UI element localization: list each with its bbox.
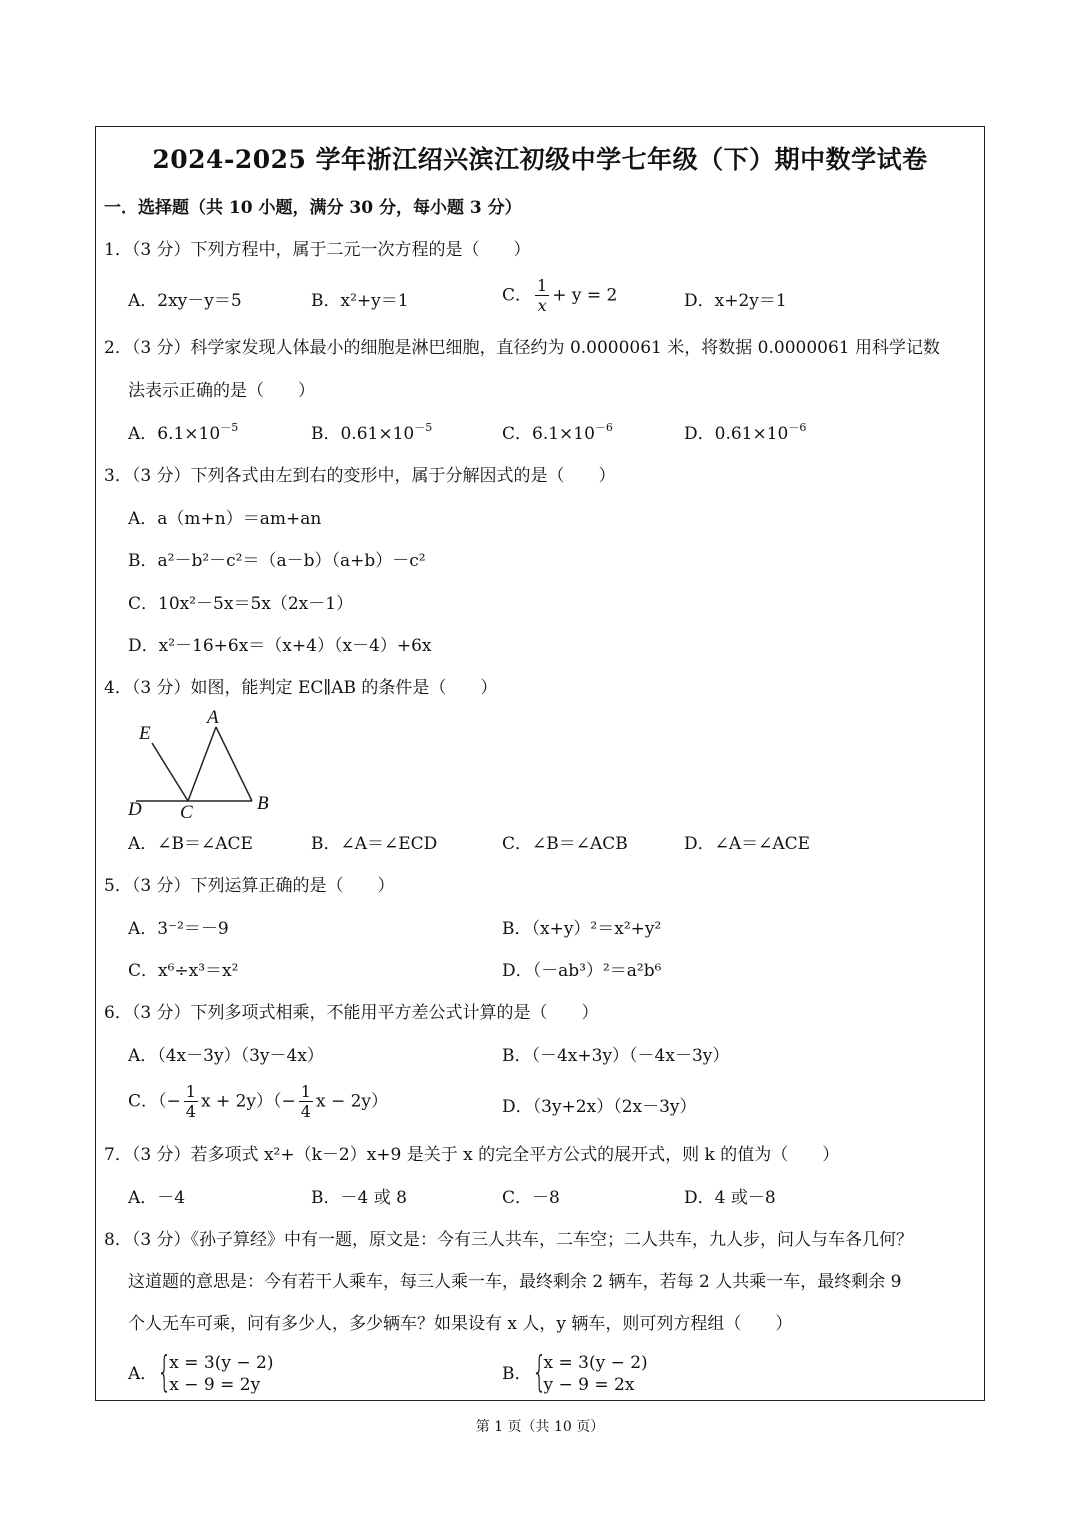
q8-a-row2: x − 9 = 2y [169,1375,261,1395]
q2-d-base: D．0.61×10 [684,424,789,444]
q2-option-c [502,422,613,446]
page-footer: 第 1 页（共 10 页） [475,1419,605,1435]
q4-option-b: B．∠A＝∠ECD [311,834,438,854]
q7-option-b: B．－4 或 8 [311,1188,407,1208]
q8-b-row1: x = 3(y − 2) [543,1353,648,1373]
line-ec [152,743,188,801]
brace-icon: { [157,1347,172,1396]
exam-title: 2024-2025 学年浙江绍兴滨江初级中学七年级（下）期中数学试卷 [152,145,928,174]
q4-option-a: A．∠B＝∠ACE [128,834,253,854]
q8-option-a [128,1347,274,1398]
q3-option-c: C．10x²－5x＝5x（2x－1） [128,594,354,614]
q6-c-den-1: 4 [185,1102,196,1121]
q2-b-exp: －5 [414,421,433,434]
q1-c-rest: + y = 2 [552,285,618,306]
point-label-b: B [257,793,269,814]
q1-c-label: C． [502,285,533,306]
q6-option-d: D．（3y+2x）（2x－3y） [502,1097,697,1117]
point-label-a: A [207,707,219,728]
q6-c-num-1: 1 [185,1082,196,1101]
q1-option-c [502,276,617,326]
q2-option-b [311,422,432,446]
q1-c-num: 1 [537,276,548,295]
q2-option-d [684,422,806,446]
q6-c-part1: x + 2y）（− [200,1091,296,1112]
q5-option-b: B．（x+y）²＝x²+y² [502,919,662,939]
q6-c-fraction-1 [184,1082,198,1121]
q6-c-minus: − [166,1091,181,1112]
q3-option-a: A．a（m+n）＝am+an [128,509,322,529]
q4-stem: 4．（3 分）如图，能判定 EC∥AB 的条件是（ ） [104,678,498,698]
q8-a-row1: x = 3(y − 2) [169,1353,274,1373]
q7-stem: 7．（3 分）若多项式 x²+（k－2）x+9 是关于 x 的完全平方公式的展开式，则 k 的值为（ ） [104,1145,840,1165]
q5-option-d: D．（－ab³）²＝a²b⁶ [502,961,662,981]
q7-option-a: A．－4 [128,1188,186,1208]
section-heading: 一．选择题（共 10 小题，满分 30 分，每小题 3 分） [104,198,522,218]
q1-c-fraction [535,276,549,315]
q7-option-c: C．－8 [502,1188,560,1208]
q8-b-label: B． [502,1364,532,1384]
q2-stem-line2: 法表示正确的是（ ） [128,381,315,401]
q4-figure [128,707,278,827]
q4-option-c: C．∠B＝∠ACB [502,834,628,854]
q2-stem-line1: 2．（3 分）科学家发现人体最小的细胞是淋巴细胞，直径约为 0.0000061 米，将数据 0.0000061 用科学记数 [104,338,941,358]
q2-c-base: C．6.1×10 [502,424,595,444]
brace-icon: { [531,1347,547,1396]
q1-stem: 1．（3 分）下列方程中，属于二元一次方程的是（ ） [104,240,531,260]
q8-b-row2: y − 9 = 2x [543,1375,635,1395]
q5-stem: 5．（3 分）下列运算正确的是（ ） [104,876,395,896]
q8-a-system [157,1347,274,1396]
q1-option-b: B．x²+y＝1 [311,291,409,311]
q1-option-d: D．x+2y＝1 [684,291,787,311]
q6-c-part2: x − 2y） [315,1091,389,1112]
q6-c-den-2: 4 [300,1102,311,1121]
q8-stem-line2: 这道题的意思是：今有若干人乘车，每三人乘一车，最终剩余 2 辆车，若每 2 人共乘一车，最终剩余 9 [128,1272,902,1292]
q7-option-d: D．4 或－8 [684,1188,776,1208]
point-label-c: C [180,802,193,823]
q6-c-fraction-2 [299,1082,313,1121]
line-ca [188,727,216,801]
q3-option-d: D．x²－16+6x＝（x+4）（x－4）+6x [128,636,432,656]
q2-b-base: B．0.61×10 [311,424,415,444]
q6-c-label: C．（ [128,1091,167,1112]
q6-option-b: B．（－4x+3y）（－4x－3y） [502,1046,730,1066]
q8-stem-line1: 8．（3 分）《孙子算经》中有一题，原文是：今有三人共车，二车空；二人共车，九人步，问人与车各几何？ [104,1230,914,1250]
q8-option-b [502,1347,648,1398]
q6-option-a: A．（4x－3y）（3y－4x） [128,1046,324,1066]
q5-option-a: A．3⁻²＝－9 [128,919,229,939]
q8-b-system [531,1347,648,1396]
q6-c-num-2: 1 [300,1082,311,1101]
q4-option-d: D．∠A＝∠ACE [684,834,811,854]
q2-a-base: A．6.1×10 [128,424,221,444]
point-label-d: D [128,799,142,820]
q3-stem: 3．（3 分）下列各式由左到右的变形中，属于分解因式的是（ ） [104,466,616,486]
point-label-e: E [139,723,151,744]
q3-option-b: B．a²－b²－c²＝（a－b）（a+b）－c² [128,551,426,571]
line-ab [216,727,252,801]
q2-c-exp: －6 [594,421,613,434]
q2-a-exp: －5 [220,421,239,434]
q6-option-c [128,1082,388,1132]
q8-stem-line3: 个人无车可乘，问有多少人，多少辆车？如果设有 x 人，y 辆车，则可列方程组（ ） [128,1314,793,1334]
q2-d-exp: －6 [788,421,807,434]
q8-a-label: A． [128,1364,158,1384]
q2-option-a [128,422,238,446]
q5-option-c: C．x⁶÷x³＝x² [128,961,239,981]
q1-option-a: A．2xy－y＝5 [128,291,242,311]
q1-c-den: x [537,296,547,315]
q6-stem: 6．（3 分）下列多项式相乘，不能用平方差公式计算的是（ ） [104,1003,599,1023]
